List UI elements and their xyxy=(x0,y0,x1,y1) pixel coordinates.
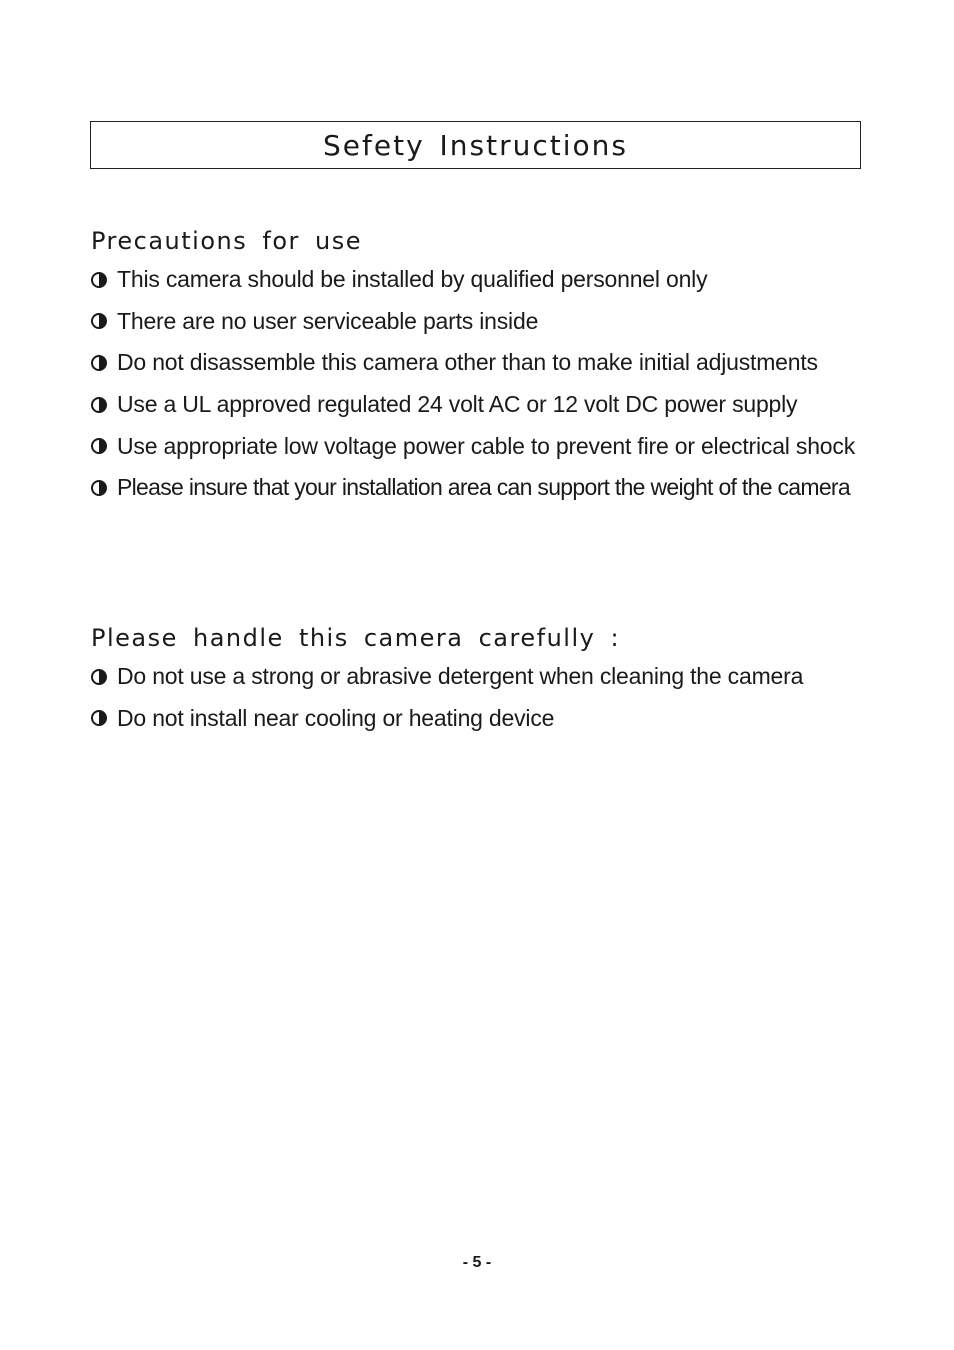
handling-list xyxy=(91,656,881,739)
list-item-text: Use a UL approved regulated 24 volt AC or 12 volt DC power supply xyxy=(117,391,798,418)
list-item xyxy=(91,656,881,698)
precautions-section xyxy=(91,224,881,509)
list-item-text: There are no user serviceable parts inside xyxy=(117,307,539,334)
list-item-text: Do not install near cooling or heating device xyxy=(117,704,555,731)
half-filled-circle-icon xyxy=(91,710,107,726)
half-filled-circle-icon xyxy=(91,313,107,329)
half-filled-circle-icon xyxy=(91,669,107,685)
page-title: Sefety Instructions xyxy=(323,128,628,162)
list-item xyxy=(91,425,881,467)
title-box xyxy=(90,121,861,169)
section-heading: Please handle this camera carefully : xyxy=(91,624,621,652)
half-filled-circle-icon xyxy=(91,272,107,288)
list-item-text: This camera should be installed by qualified personnel only xyxy=(117,266,708,293)
list-item xyxy=(91,342,881,384)
list-item xyxy=(91,384,881,426)
list-item-text: Do not use a strong or abrasive detergent when cleaning the camera xyxy=(117,663,804,690)
list-item-text: Use appropriate low voltage power cable to prevent fire or electrical shock xyxy=(117,432,855,459)
list-item xyxy=(91,301,881,343)
list-item-text: Please insure that your installation area can support the weight of the camera xyxy=(117,474,850,501)
half-filled-circle-icon xyxy=(91,397,107,413)
half-filled-circle-icon xyxy=(91,438,107,454)
precautions-list xyxy=(91,259,881,509)
page-number: - 5 - xyxy=(462,1254,492,1271)
section-heading: Precautions for use xyxy=(91,227,362,255)
handling-section xyxy=(91,621,881,739)
list-item xyxy=(91,467,881,509)
list-item xyxy=(91,259,881,301)
list-item xyxy=(91,698,881,740)
list-item-text: Do not disassemble this camera other than to make initial adjustments xyxy=(117,349,818,376)
half-filled-circle-icon xyxy=(91,355,107,371)
half-filled-circle-icon xyxy=(91,480,107,496)
